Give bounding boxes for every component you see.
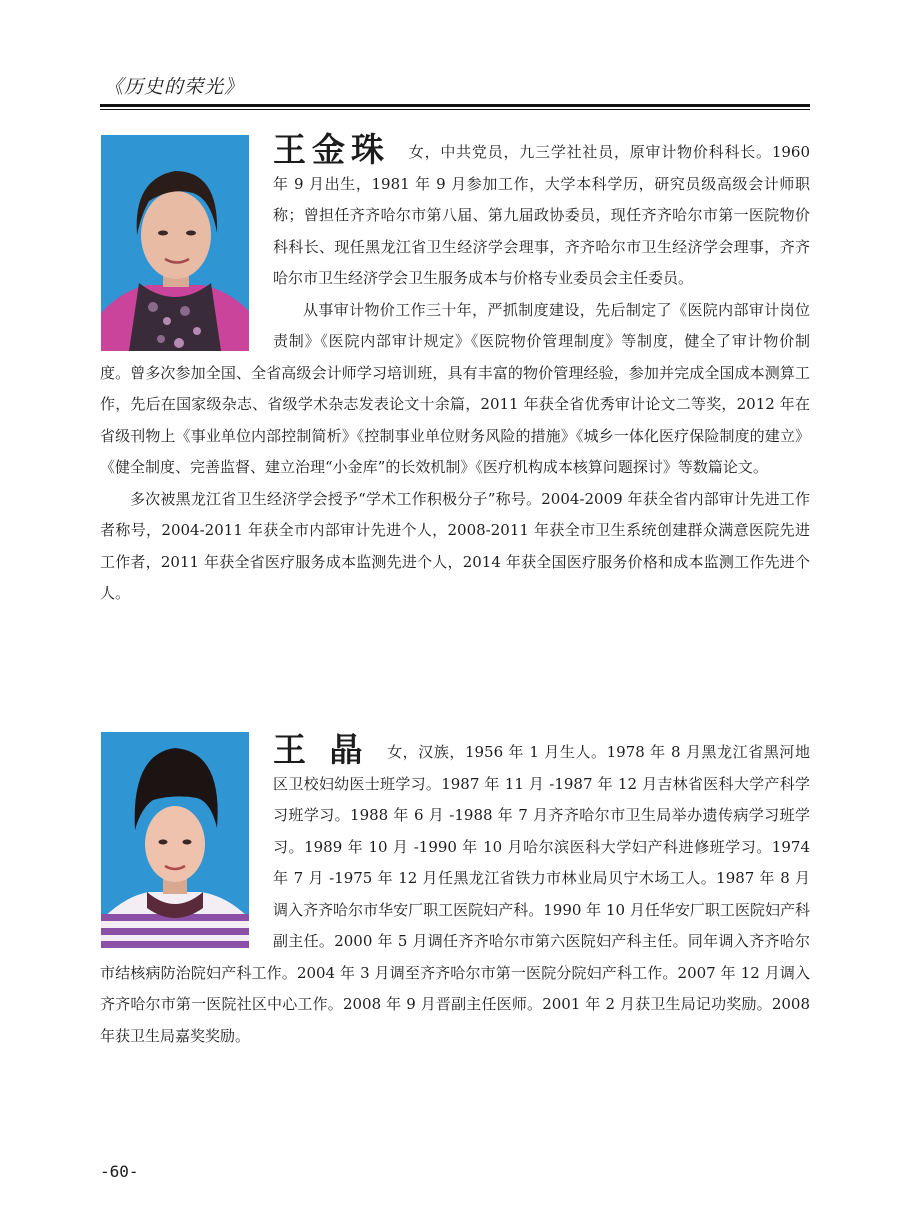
bio-entry-2: [100, 730, 810, 1052]
header-title: 《历史的荣光》: [104, 76, 245, 98]
bio-paragraph: 女，汉族，1956 年 1 月生人。1978 年 8 月黑龙江省黑河地区卫校妇幼医士班学习。1987 年 11 月 -1987 年 12 月吉林省医科大学产科学习班学习。1988 年 6 月 -1988 年 7 月齐齐哈尔市卫生局举办遗传病学习班学习。1989 年 10 月 -1990 年 10 月哈尔滨医科大学妇产科进修班学习。1974 年 7 月 -1975 年 12 月任黑龙江省铁力市林业局贝宁木场工人。1987 年 8 月调入齐齐哈尔市华安厂职工医院妇产科。1990 年 10 月任华安厂职工医院妇产科副主任。2000 年 5 月调任齐齐哈尔市第六医院妇产科主任。同年调入齐齐哈尔市结核病防治院妇产科工作。2004 年 3 月调至齐齐哈尔市第一医院分院妇产科工作。2007 年 12 月调入齐齐哈尔市第一医院社区中心工作。2008 年 9 月晋副主任医师。2001 年 2 月获卫生局记功奖励。2008 年获卫生局嘉奖奖励。: [100, 743, 810, 1045]
person-name: 王 晶: [273, 730, 369, 769]
header-rule-thick: [100, 104, 810, 107]
bio-paragraph: 女，中共党员，九三学社社员，原审计物价科科长。1960 年 9 月出生，1981 年 9 月参加工作，大学本科学历，研究员级高级会计师职称；曾担任齐齐哈尔市第八届、第九届政协委员，现任齐齐哈尔市第一医院物价科科长、现任黑龙江省卫生经济学会理事，齐齐哈尔市卫生经济学会理事，齐齐哈尔市卫生经济学会卫生服务成本与价格专业委员会主任委员。: [273, 143, 810, 287]
person-name: 王金珠: [273, 130, 390, 169]
bio-paragraph: 从事审计物价工作三十年，严抓制度建设，先后制定了《医院内部审计岗位责制》《医院内部审计规定》《医院物价管理制度》等制度，健全了审计物价制度。曾多次参加全国、全省高级会计师学习培训班，具有丰富的物价管理经验，参加并完成全国成本测算工作，先后在国家级杂志、省级学术杂志发表论文十余篇，2011 年获全省优秀审计论文二等奖，2012 年在省级刊物上《事业单位内部控制简析》《控制事业单位财务风险的措施》《城乡一体化医疗保险制度的建立》《健全制度、完善监督、建立治理“小金库”的长效机制》《医疗机构成本核算问题探讨》等数篇论文。: [100, 300, 810, 476]
bio-entry-1: [100, 130, 810, 610]
page-number: -60-: [100, 1162, 139, 1181]
bio-paragraph: 多次被黑龙江省卫生经济学会授予“学术工作积极分子”称号。2004-2009 年获全省内部审计先进工作者称号，2004-2011 年获全市内部审计先进个人，2008-2011 年获全市卫生系统创建群众满意医院先进工作者，2011 年获全省医疗服务成本监测先进个人，2014 年获全国医疗服务价格和成本监测工作先进个人。: [100, 489, 810, 602]
header-rule-thin: [100, 109, 810, 110]
